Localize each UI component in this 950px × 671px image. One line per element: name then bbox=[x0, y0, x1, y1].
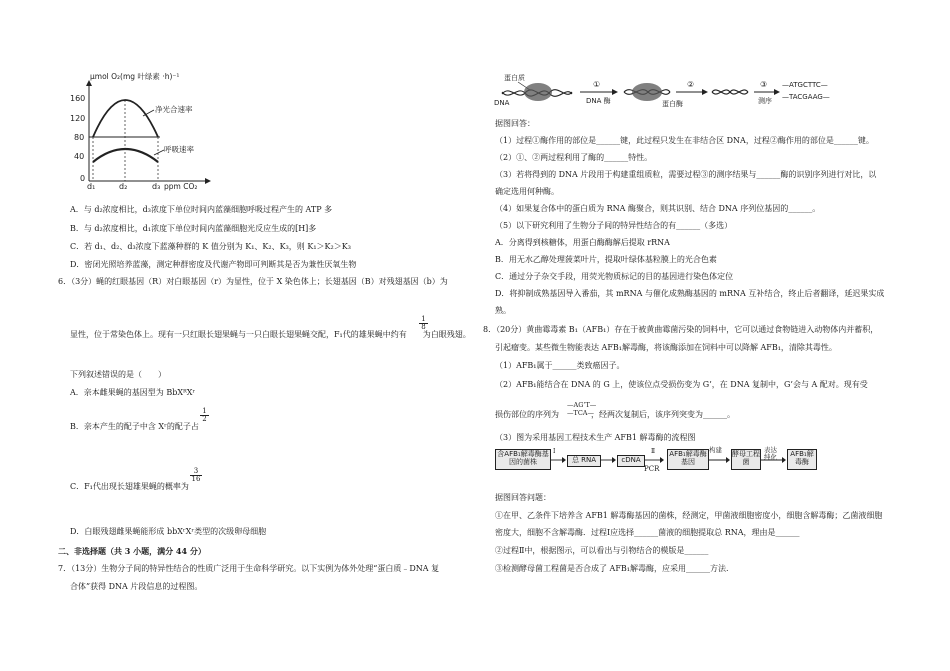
q7-line-3: （3）若将得到的 DNA 片段用于构建重组质粒，需要过程③的测序结果与______酶的识别序列进行对比，以 bbox=[495, 170, 877, 179]
step-2-marker: ② bbox=[687, 80, 695, 89]
q6-option-a: A．亲本雌果蝇的基因型为 BbXᴿXʳ bbox=[70, 388, 196, 397]
y-tick-40: 40 bbox=[74, 152, 85, 161]
q6-frac2-den: 2 bbox=[200, 415, 209, 423]
q8-stem-line1: 8．（20分）黄曲霉毒素 B₁（AFB₁）存在于被黄曲霉菌污染的饲料中，它可以通过食物链进入动物体内并蓄积， bbox=[483, 325, 879, 334]
net-photosynthesis-label: 净光合速率 bbox=[155, 105, 193, 114]
q7-option-d: D．将抑制成熟基因导入番茄，其 mRNA 与催化成熟酶基因的 mRNA 互补结合，终止后者翻译，延迟果实成 bbox=[495, 289, 885, 298]
q6-option-b: B．亲本产生的配子中含 Xʳ的配子占 bbox=[70, 422, 199, 431]
q8-sub-2b-post: ，经两次复制后，该序列突变为______。 bbox=[591, 410, 735, 419]
dna-label: DNA bbox=[494, 99, 510, 107]
flow-box-enzyme: AFB₁解毒酶 bbox=[787, 449, 817, 470]
net-photosynthesis-curve bbox=[93, 100, 158, 137]
x-unit: ppm CO₂ bbox=[164, 182, 198, 191]
q7-line-2: （2）①、②两过程利用了酶的______特性。 bbox=[495, 153, 653, 162]
q5-option-a: A．与 d₂浓度相比，d₃浓度下单位时间内蓝藻细胞呼吸过程产生的 ATP 多 bbox=[70, 205, 333, 214]
q6-stem-tail: 为白眼残翅。 bbox=[422, 330, 471, 339]
q7-stem-line1: 7．（13分）生物分子间的特异性结合的性质广泛用于生命科学研究。以下实例为体外处理“蛋白质﹣DNA 复 bbox=[58, 564, 440, 573]
step-3-label: 测序 bbox=[758, 97, 772, 105]
q6-fraction-2 bbox=[200, 408, 209, 423]
q6-stem-line1: 6．（3分）蝇的红眼基因（R）对白眼基因（r）为显性，位于 X 染色体上；长翅基因（B）对残翅基因（b）为 bbox=[58, 277, 448, 286]
flow-arrow-1-label: Ⅰ bbox=[553, 448, 556, 455]
q6-option-c: C．F₁代出现长翅雄果蝇的概率为 bbox=[70, 482, 189, 491]
q7-line-4: 确定选用何种酶。 bbox=[495, 187, 559, 196]
q6-stem-line2 bbox=[70, 330, 471, 340]
section-2-heading: 二、非选择题（共 3 小题，满分 44 分） bbox=[58, 546, 206, 556]
x-tick-d2: d₂ bbox=[119, 182, 128, 191]
q8-sub-1: （1）AFB₁属于______类致癌因子。 bbox=[495, 361, 625, 370]
q7-line-1: （1）过程①酶作用的部位是______键，此过程只发生在非结合区 DNA，过程②酶作用的部位是______键。 bbox=[495, 136, 874, 145]
q8-seq-bottom: —TCA— bbox=[567, 409, 595, 417]
q7-line-6: （5）以下研究利用了生物分子间的特异性结合的有______（多选） bbox=[495, 221, 733, 230]
q6-frac1-den: 8 bbox=[419, 323, 428, 331]
q8-sub-2b-pre: 损伤部位的序列为 bbox=[495, 410, 559, 419]
q8-intro: 据图回答问题： bbox=[495, 493, 551, 502]
chart-y-unit: μmol O₂(mg 叶绿素 ·h)⁻¹ bbox=[90, 72, 180, 81]
q7-option-b: B．用无水乙醇处理菠菜叶片，提取叶绿体基粒膜上的光合色素 bbox=[495, 255, 717, 264]
sequence-top: —ATGCTTC— bbox=[782, 81, 828, 89]
q6-frac3-num: 3 bbox=[193, 467, 199, 475]
q8-line-2: 密度大，细胞不含解毒酶．过程Ⅰ应选择______菌液的细胞提取总 RNA，理由是______ bbox=[495, 528, 800, 537]
q5-option-c: C．若 d₁、d₂、d₃浓度下蓝藻种群的 K 值分别为 K₁、K₂、K₃，则 K₁＞K₂＞K₃ bbox=[70, 242, 351, 251]
protein-label: 蛋白质 bbox=[504, 74, 525, 82]
sequence-bottom: —TACGAAG— bbox=[782, 93, 830, 101]
flow-box-total-rna: 总 RNA bbox=[567, 455, 601, 467]
y-tick-80: 80 bbox=[74, 133, 85, 142]
q6-frac3-den: 16 bbox=[191, 475, 201, 483]
q6-frac1-num: 1 bbox=[421, 315, 426, 323]
q7-option-c: C．通过分子杂交手段，用荧光物质标记的目的基因进行染色体定位 bbox=[495, 272, 734, 281]
q6-frac2-num: 1 bbox=[202, 407, 207, 415]
step-2-label: 蛋白酶 bbox=[662, 100, 683, 108]
q6-fraction-3 bbox=[190, 468, 202, 483]
flow-arrow-2 bbox=[599, 452, 617, 466]
x-tick-d1: d₁ bbox=[87, 182, 96, 191]
flow-arrow-5-label: 表达纯化 bbox=[764, 446, 777, 461]
protein-blob-icon bbox=[524, 83, 552, 101]
q8-sub-2a: （2）AFB₁能结合在 DNA 的 G 上，使该位点受损伤变为 G’，在 DNA 复制中，G’会与 A 配对。现有受 bbox=[495, 380, 868, 389]
y-tick-0: 0 bbox=[80, 174, 86, 183]
q5-option-d: D．密闭光照培养蓝藻，测定种群密度及代谢产物即可判断其是否为兼性厌氧生物 bbox=[70, 260, 357, 269]
q7-option-d-cont: 熟。 bbox=[495, 306, 511, 315]
q8-sub-3: （3）图为采用基因工程技术生产 AFB1 解毒酶的流程图 bbox=[495, 433, 696, 442]
flow-box-cdna: cDNA bbox=[617, 455, 645, 467]
q8-seq-top: —AG’T— bbox=[567, 401, 597, 409]
q6-option-d: D．白眼残翅雌果蝇能形成 bbXʳXʳ类型的次级卵母细胞 bbox=[70, 527, 267, 536]
y-tick-120: 120 bbox=[70, 114, 86, 123]
flow-box-strain: 含AFB₁解毒酶基因的菌株 bbox=[495, 449, 551, 470]
rate-chart bbox=[60, 70, 240, 190]
flow-arrow-1 bbox=[549, 452, 567, 466]
q7-intro: 据图回答： bbox=[495, 119, 535, 128]
q8-line-3: ②过程Ⅱ中，根据图示，可以看出与引物结合的模版是______ bbox=[495, 546, 709, 555]
step-1-marker: ① bbox=[593, 80, 601, 89]
respiration-curve bbox=[93, 149, 158, 162]
y-tick-160: 160 bbox=[70, 94, 86, 103]
q7-line-5: （4）如果复合体中的蛋白质为 RNA 酶聚合，则其识别、结合 DNA 序列位基因的______。 bbox=[495, 204, 821, 213]
q8-line-1: ①在甲、乙条件下培养含 AFB1 解毒酶基因的菌株，经测定，甲菌液细胞密度小，细胞含解毒酶；乙菌液细胞 bbox=[495, 511, 883, 520]
flow-arrow-4 bbox=[707, 452, 731, 466]
q8-sub-2b bbox=[495, 410, 735, 420]
q8-stem-line2: 引起瘤变。某些微生物能表达 AFB₁解毒酶，将该酶添加在饲料中可以降解 AFB₁，清除其毒性。 bbox=[495, 343, 837, 352]
respiration-label: 呼吸速率 bbox=[164, 145, 194, 154]
flow-arrow-3-sublabel: PCR bbox=[644, 465, 660, 473]
q6-stem-text: 显性，位于常染色体上。现有一只红眼长翅果蝇与一只白眼长翅果蝇交配，F₁代的雄果蝇中约有 bbox=[70, 330, 407, 339]
q7-option-a: A．分离得到核糖体，用蛋白酶酶解后提取 rRNA bbox=[495, 238, 670, 247]
protein-blob-2-icon bbox=[632, 83, 662, 101]
flow-box-gene: AFB₁解毒酶基因 bbox=[667, 449, 709, 470]
q5-option-b: B．与 d₂浓度相比，d₁浓度下单位时间内蓝藻细胞光反应生成的[H]多 bbox=[70, 224, 317, 233]
q8-damaged-sequence bbox=[567, 401, 596, 417]
x-tick-d3: d₃ bbox=[152, 182, 161, 191]
q8-line-4: ③检测酵母菌工程菌是否合成了 AFB₁解毒酶，应采用______方法. bbox=[495, 564, 729, 573]
step-1-label: DNA 酶 bbox=[586, 97, 611, 105]
flow-arrow-3-label: Ⅱ bbox=[651, 448, 656, 455]
q6-ask: 下列叙述错误的是（ ） bbox=[70, 370, 166, 379]
flow-arrow-4-label: 构建 bbox=[709, 446, 722, 454]
dna-protein-diagram bbox=[492, 72, 830, 110]
step-3-marker: ③ bbox=[760, 80, 768, 89]
q7-stem-line2: 合体”获得 DNA 片段信息的过程图。 bbox=[70, 582, 203, 591]
q6-fraction-1 bbox=[419, 316, 428, 331]
flow-box-yeast: 酵母工程菌 bbox=[731, 449, 761, 470]
